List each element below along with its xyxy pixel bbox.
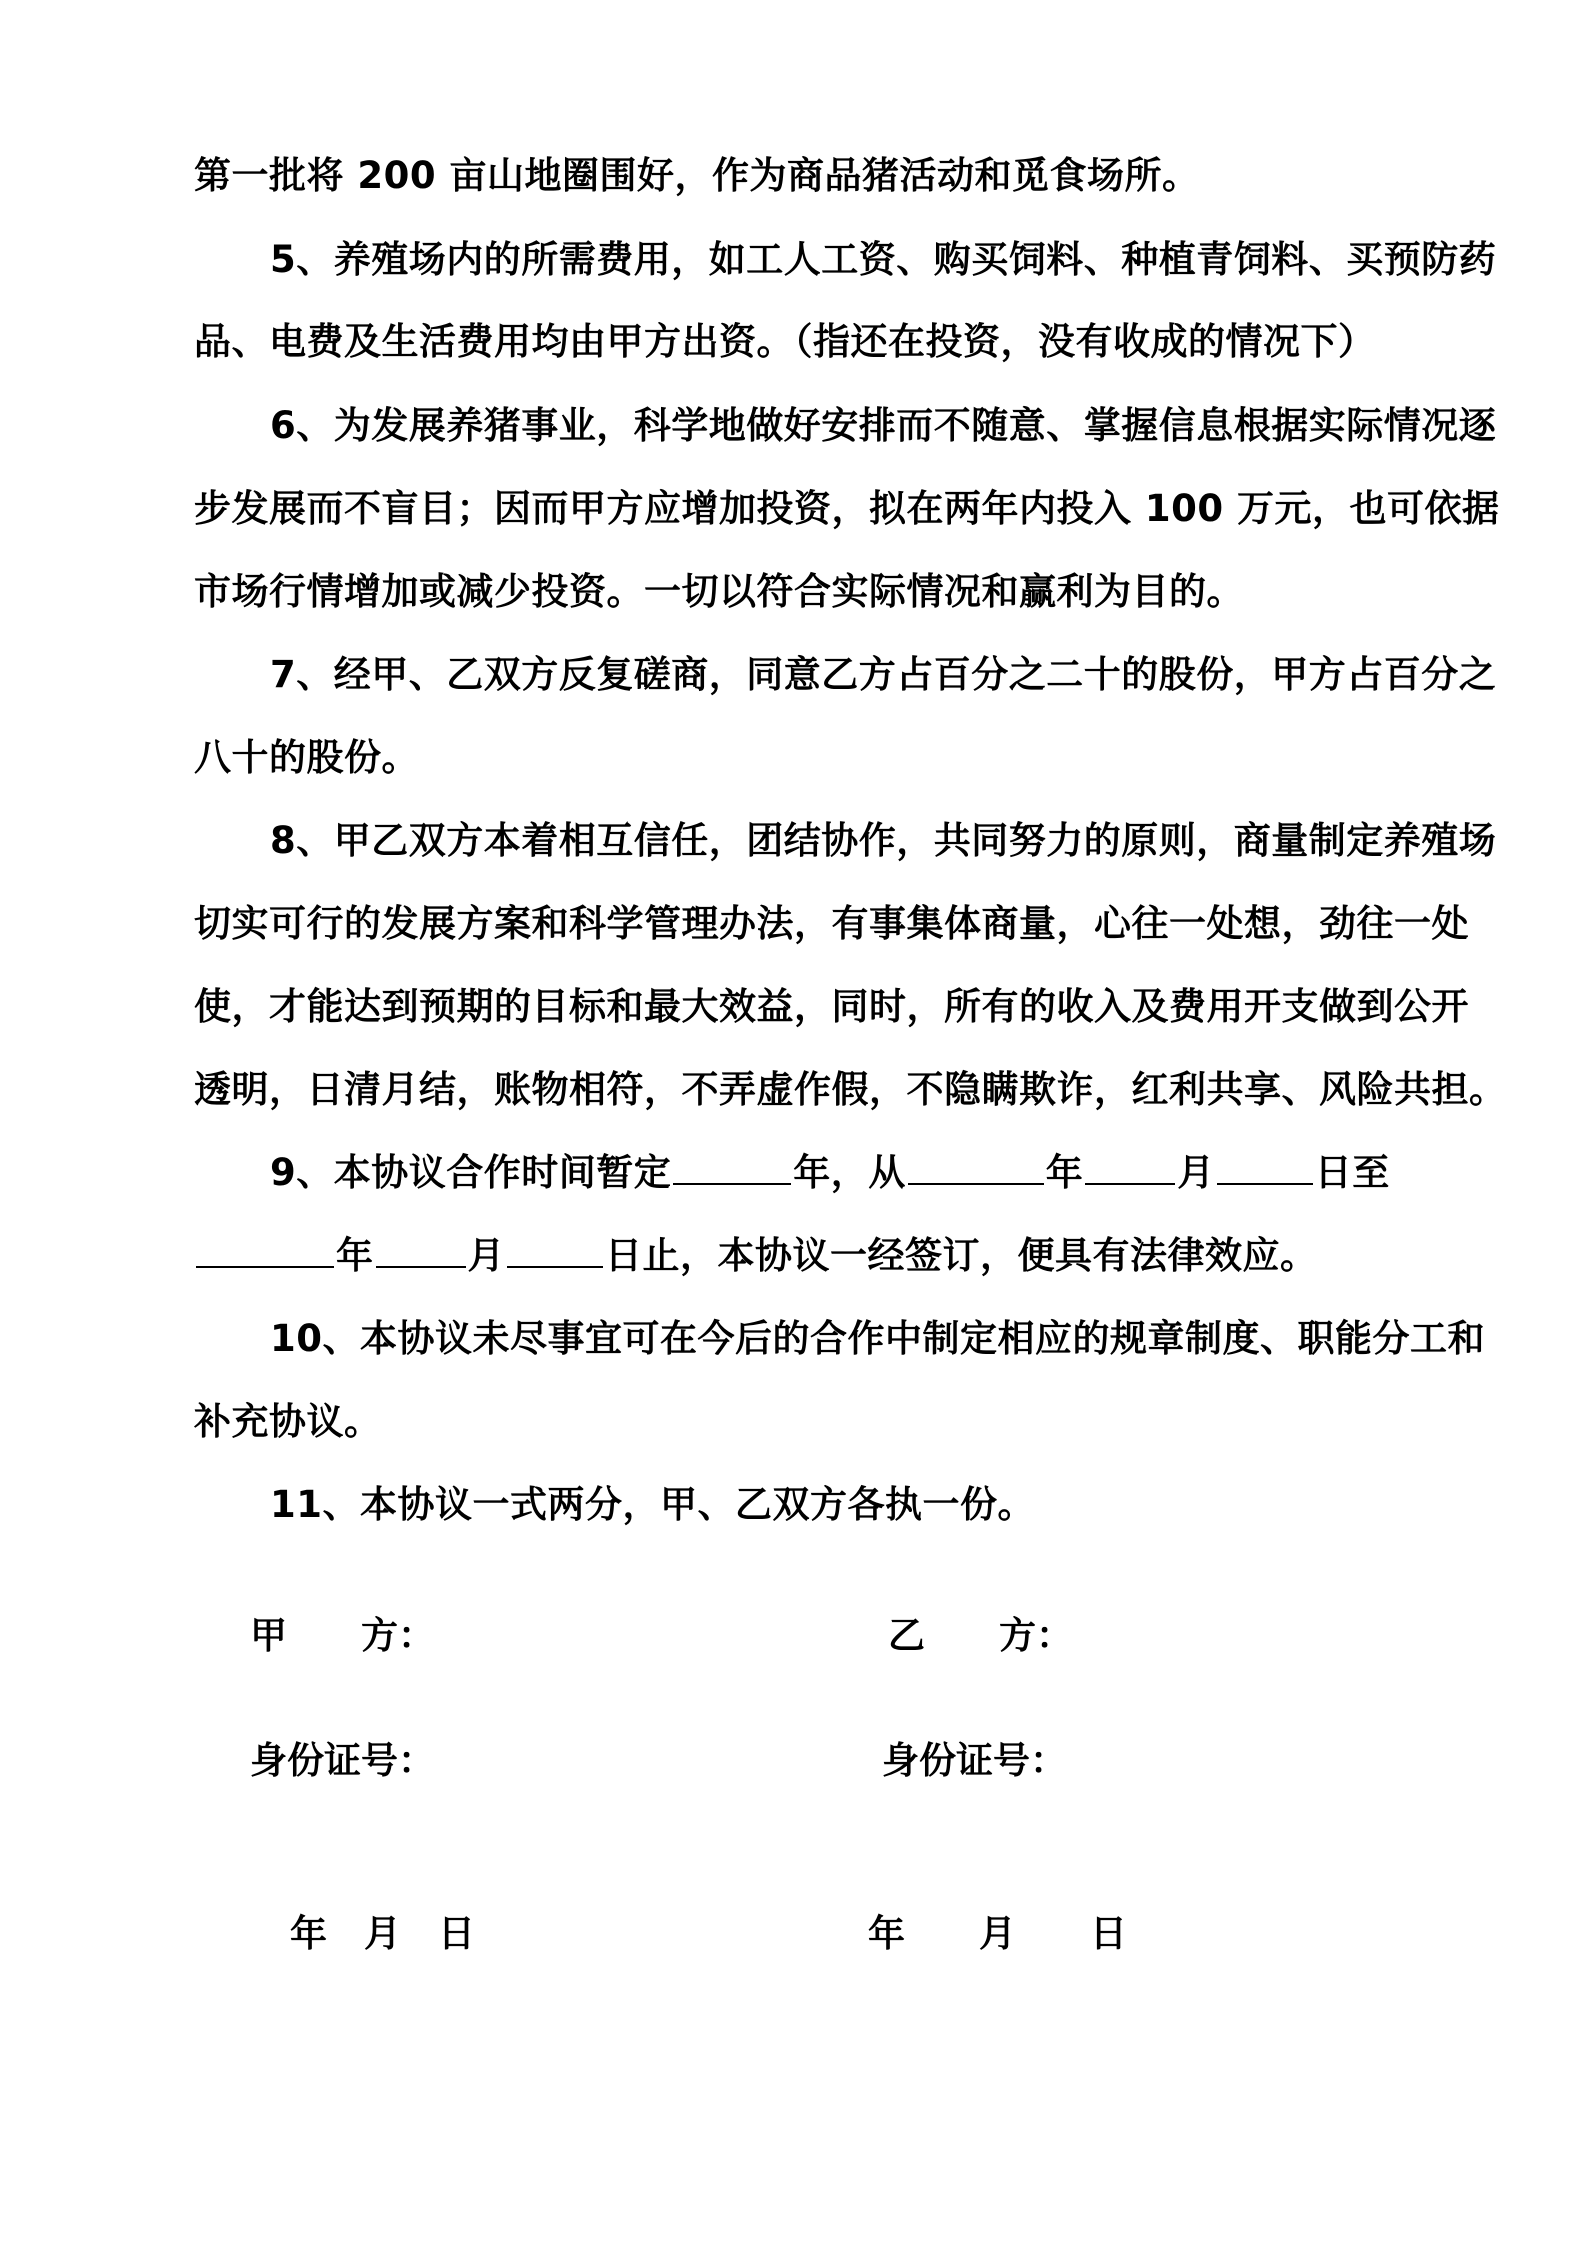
- clause-10-line-1: 10、本协议未尽事宜可在今后的合作中制定相应的规章制度、职能分工和: [270, 1317, 1485, 1360]
- clause-5-line-2: 品、电费及生活费用均由甲方出资。（指还在投资，没有收成的情况下）: [194, 320, 1376, 363]
- party-a-date: 年 月 日: [290, 1912, 475, 1955]
- party-b-date: 年 月 日: [868, 1912, 1127, 1955]
- start-month-blank[interactable]: [1085, 1149, 1175, 1185]
- end-year-blank[interactable]: [196, 1232, 334, 1268]
- start-day-label: 日至: [1314, 1151, 1390, 1194]
- clause-7-line-1: 7、经甲、乙双方反复磋商，同意乙方占百分之二十的股份，甲方占百分之: [270, 653, 1497, 696]
- clause-8-line-2: 切实可行的发展方案和科学管理办法，有事集体商量，心往一处想，劲往一处: [194, 902, 1469, 945]
- end-day-label: 日止，本协议一经签订，便具有法律效应。: [605, 1234, 1318, 1277]
- end-year-label: 年: [336, 1234, 374, 1277]
- clause-9-line-2: [194, 1230, 1414, 1282]
- party-a-id-label: 身份证号：: [250, 1739, 435, 1782]
- term-years-blank[interactable]: [673, 1149, 791, 1185]
- end-month-blank[interactable]: [376, 1232, 466, 1268]
- end-month-label: 月: [467, 1234, 505, 1277]
- clause-4-continued: 第一批将 200 亩山地圈围好，作为商品猪活动和觅食场所。: [194, 154, 1200, 197]
- term-year-unit: 年，从: [793, 1151, 906, 1194]
- clause-11: 11、本协议一式两分，甲、乙双方各执一份。: [270, 1483, 1035, 1526]
- clause-6-line-2: 步发展而不盲目；因而甲方应增加投资，拟在两年内投入 100 万元，也可依据: [194, 487, 1500, 530]
- start-year-label: 年: [1045, 1151, 1084, 1194]
- party-b-label: 乙 方：: [888, 1614, 1073, 1657]
- start-day-blank[interactable]: [1217, 1149, 1313, 1185]
- clause-8-line-1: 8、甲乙双方本着相互信任，团结协作，共同努力的原则，商量制定养殖场: [270, 819, 1497, 862]
- start-month-label: 月: [1177, 1151, 1215, 1194]
- clause-8-line-3: 使，才能达到预期的目标和最大效益，同时，所有的收入及费用开支做到公开: [194, 985, 1469, 1028]
- party-b-id-label: 身份证号：: [882, 1739, 1067, 1782]
- start-year-blank[interactable]: [908, 1149, 1044, 1185]
- end-day-blank[interactable]: [507, 1232, 603, 1268]
- clause-6-line-3: 市场行情增加或减少投资。一切以符合实际情况和赢利为目的。: [194, 570, 1244, 613]
- clause-10-line-2: 补充协议。: [194, 1400, 382, 1443]
- clause-6-line-1: 6、为发展养猪事业，科学地做好安排而不随意、掌握信息根据实际情况逐: [270, 404, 1497, 447]
- clause-7-line-2: 八十的股份。: [194, 736, 419, 779]
- clause-9-line-1: [270, 1147, 1414, 1199]
- clause-5-line-1: 5、养殖场内的所需费用，如工人工资、购买饲料、种植青饲料、买预防药: [270, 238, 1497, 281]
- term-prefix: 9、本协议合作时间暂定: [270, 1151, 672, 1194]
- party-a-label: 甲 方：: [250, 1614, 435, 1657]
- clause-8-line-4: 透明，日清月结，账物相符，不弄虚作假，不隐瞒欺诈，红利共享、风险共担。: [194, 1068, 1507, 1111]
